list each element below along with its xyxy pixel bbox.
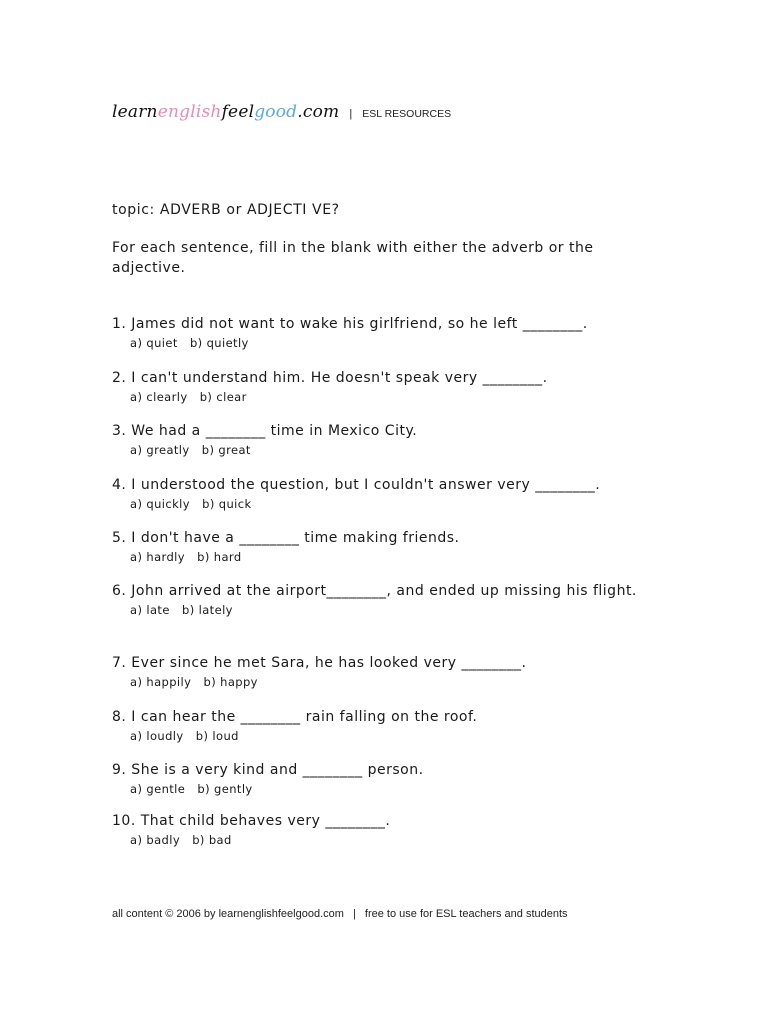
option-b: b) lately <box>182 603 233 617</box>
option-a: a) hardly <box>130 550 185 564</box>
option-a: a) happily <box>130 675 192 689</box>
question-text: 2. I can't understand him. He doesn't speak very ________. <box>112 370 548 386</box>
answer-options <box>130 602 652 618</box>
option-b: b) happy <box>203 675 258 689</box>
answer-options <box>130 496 652 512</box>
option-a: a) greatly <box>130 443 190 457</box>
option-a: a) late <box>130 603 170 617</box>
answer-options <box>130 335 652 351</box>
answer-options <box>130 549 652 565</box>
option-b: b) quick <box>202 497 252 511</box>
question-6 <box>112 581 652 618</box>
answer-options <box>130 781 652 797</box>
question-10 <box>112 811 652 848</box>
question-9 <box>112 760 652 797</box>
question-text: 9. She is a very kind and ________ person. <box>112 762 424 778</box>
answer-options <box>130 389 652 405</box>
header-separator: | <box>349 108 353 120</box>
question-4 <box>112 475 652 512</box>
instructions: For each sentence, fill in the blank with either the adverb or the adjective. <box>112 240 594 276</box>
page-footer <box>112 908 568 920</box>
question-text: 8. I can hear the ________ rain falling on the roof. <box>112 709 478 725</box>
page-header <box>112 102 451 122</box>
question-text: 6. John arrived at the airport________, and ended up missing his flight. <box>112 583 637 599</box>
site-logo: learnenglishfeelgood.com <box>112 102 340 122</box>
question-text: 7. Ever since he met Sara, he has looked very ________. <box>112 655 527 671</box>
usage-note: free to use for ESL teachers and students <box>364 908 568 920</box>
answer-options <box>130 832 652 848</box>
resources-label: ESL RESOURCES <box>362 108 452 120</box>
question-text: 4. I understood the question, but I couldn't answer very ________. <box>112 477 601 493</box>
answer-options <box>130 728 652 744</box>
option-a: a) quiet <box>130 336 178 350</box>
option-b: b) clear <box>199 390 247 404</box>
footer-separator: | <box>353 908 356 920</box>
question-text: 10. That child behaves very ________. <box>112 813 391 829</box>
question-text: 3. We had a ________ time in Mexico City. <box>112 423 418 439</box>
question-8 <box>112 707 652 744</box>
question-5 <box>112 528 652 565</box>
topic-heading: topic: ADVERB or ADJECTI VE? <box>112 202 340 218</box>
question-7 <box>112 653 652 690</box>
question-1 <box>112 314 652 351</box>
option-b: b) loud <box>195 729 239 743</box>
option-a: a) quickly <box>130 497 190 511</box>
option-b: b) hard <box>197 550 242 564</box>
option-a: a) badly <box>130 833 181 847</box>
question-2 <box>112 368 652 405</box>
option-a: a) loudly <box>130 729 184 743</box>
option-b: b) gently <box>197 782 253 796</box>
option-b: b) great <box>201 443 251 457</box>
copyright-text: all content © 2006 by learnenglishfeelgood.com <box>112 908 344 920</box>
question-text: 1. James did not want to wake his girlfriend, so he left ________. <box>112 316 588 332</box>
question-3 <box>112 421 652 458</box>
option-a: a) gentle <box>130 782 186 796</box>
answer-options <box>130 674 652 690</box>
option-b: b) bad <box>192 833 232 847</box>
option-a: a) clearly <box>130 390 188 404</box>
option-b: b) quietly <box>189 336 249 350</box>
question-text: 5. I don't have a ________ time making friends. <box>112 530 460 546</box>
answer-options <box>130 442 652 458</box>
